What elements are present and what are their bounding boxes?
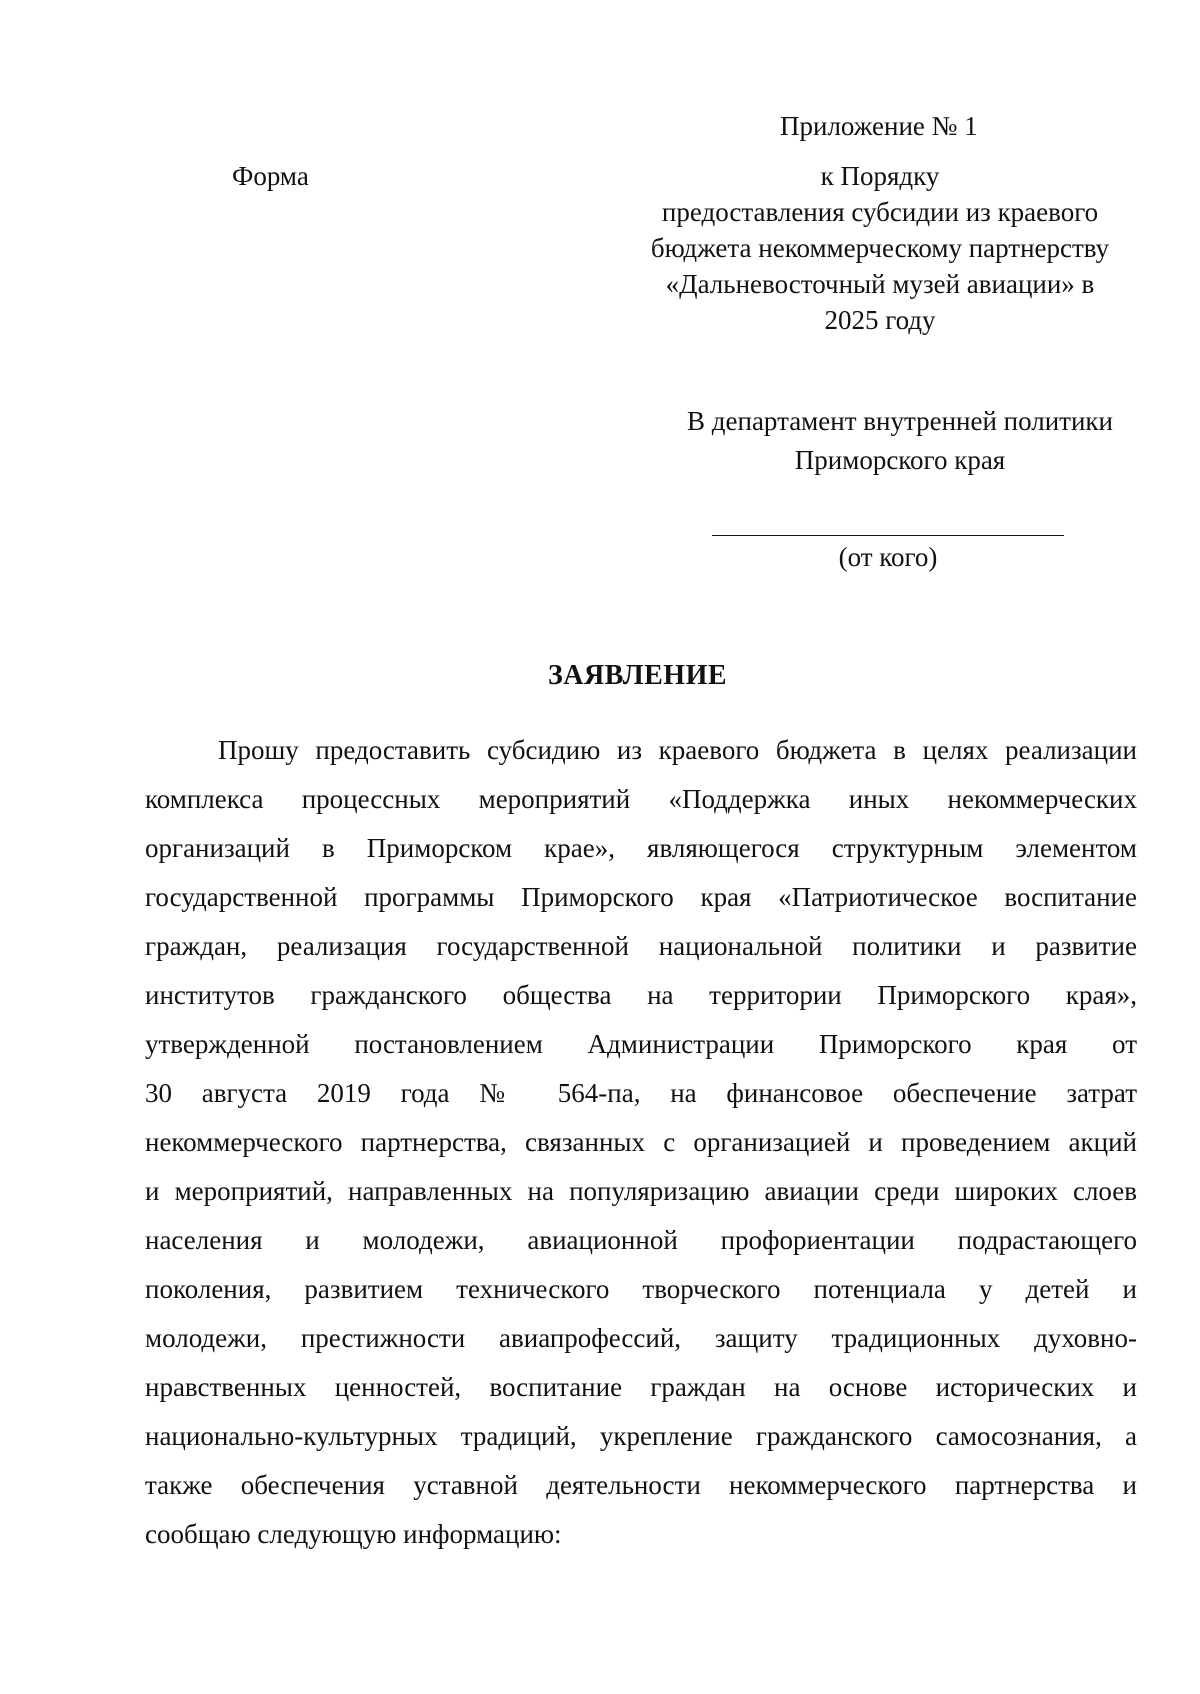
body-line: нравственных ценностей, воспитание граждан на основе исторических и [145, 1372, 1137, 1402]
appendix-line: к Порядку [820, 161, 940, 191]
body-line: государственной программы Приморского края «Патриотическое воспитание [145, 882, 1137, 912]
recipient-line: В департамент внутренней политики [687, 406, 1113, 436]
from-caption: (от кого) [838, 542, 938, 572]
body-line: населения и молодежи, авиационной профориентации подрастающего [145, 1225, 1137, 1255]
body-line: и мероприятий, направленных на популяризацию авиации среди широких слоев [145, 1176, 1137, 1206]
body-line: национально-культурных традиций, укрепление гражданского самосознания, а [145, 1421, 1137, 1451]
body-line: некоммерческого партнерства, связанных с организацией и проведением акций [145, 1127, 1137, 1157]
from-signature-line [712, 535, 1064, 536]
form-label: Форма [232, 161, 309, 191]
body-line: утвержденной постановлением Администрации Приморского края от [145, 1029, 1137, 1059]
body-line: молодежи, престижности авиапрофессий, защиту традиционных духовно- [145, 1323, 1137, 1353]
body-line: граждан, реализация государственной национальной политики и развитие [145, 931, 1137, 961]
body-line: поколения, развитием технического творческого потенциала у детей и [145, 1274, 1137, 1304]
appendix-line: «Дальневосточный музей авиации» в [665, 269, 1095, 299]
recipient-line: Приморского края [794, 445, 1006, 475]
body-line: 30 августа 2019 года № 564-па, на финансовое обеспечение затрат [145, 1078, 1137, 1108]
application-body [145, 726, 1137, 1559]
appendix-line: предоставления субсидии из краевого [661, 197, 1099, 227]
appendix-line: бюджета некоммерческому партнерству [650, 233, 1110, 263]
appendix-reference [620, 158, 1140, 338]
body-line: сообщаю следующую информацию: [145, 1519, 562, 1549]
appendix-line: 2025 году [824, 305, 936, 335]
body-line: Прошу предоставить субсидию из краевого бюджета в целях реализации [218, 735, 1137, 765]
body-line: организаций в Приморском крае», являющегося структурным элементом [145, 833, 1137, 863]
recipient-block [670, 402, 1130, 480]
body-line: также обеспечения уставной деятельности некоммерческого партнерства и [145, 1470, 1137, 1500]
body-line: комплекса процессных мероприятий «Поддержка иных некоммерческих [145, 784, 1137, 814]
document-title: ЗАЯВЛЕНИЕ [547, 660, 728, 691]
body-line: институтов гражданского общества на территории Приморского края», [145, 980, 1137, 1010]
appendix-title: Приложение № 1 [780, 111, 978, 141]
